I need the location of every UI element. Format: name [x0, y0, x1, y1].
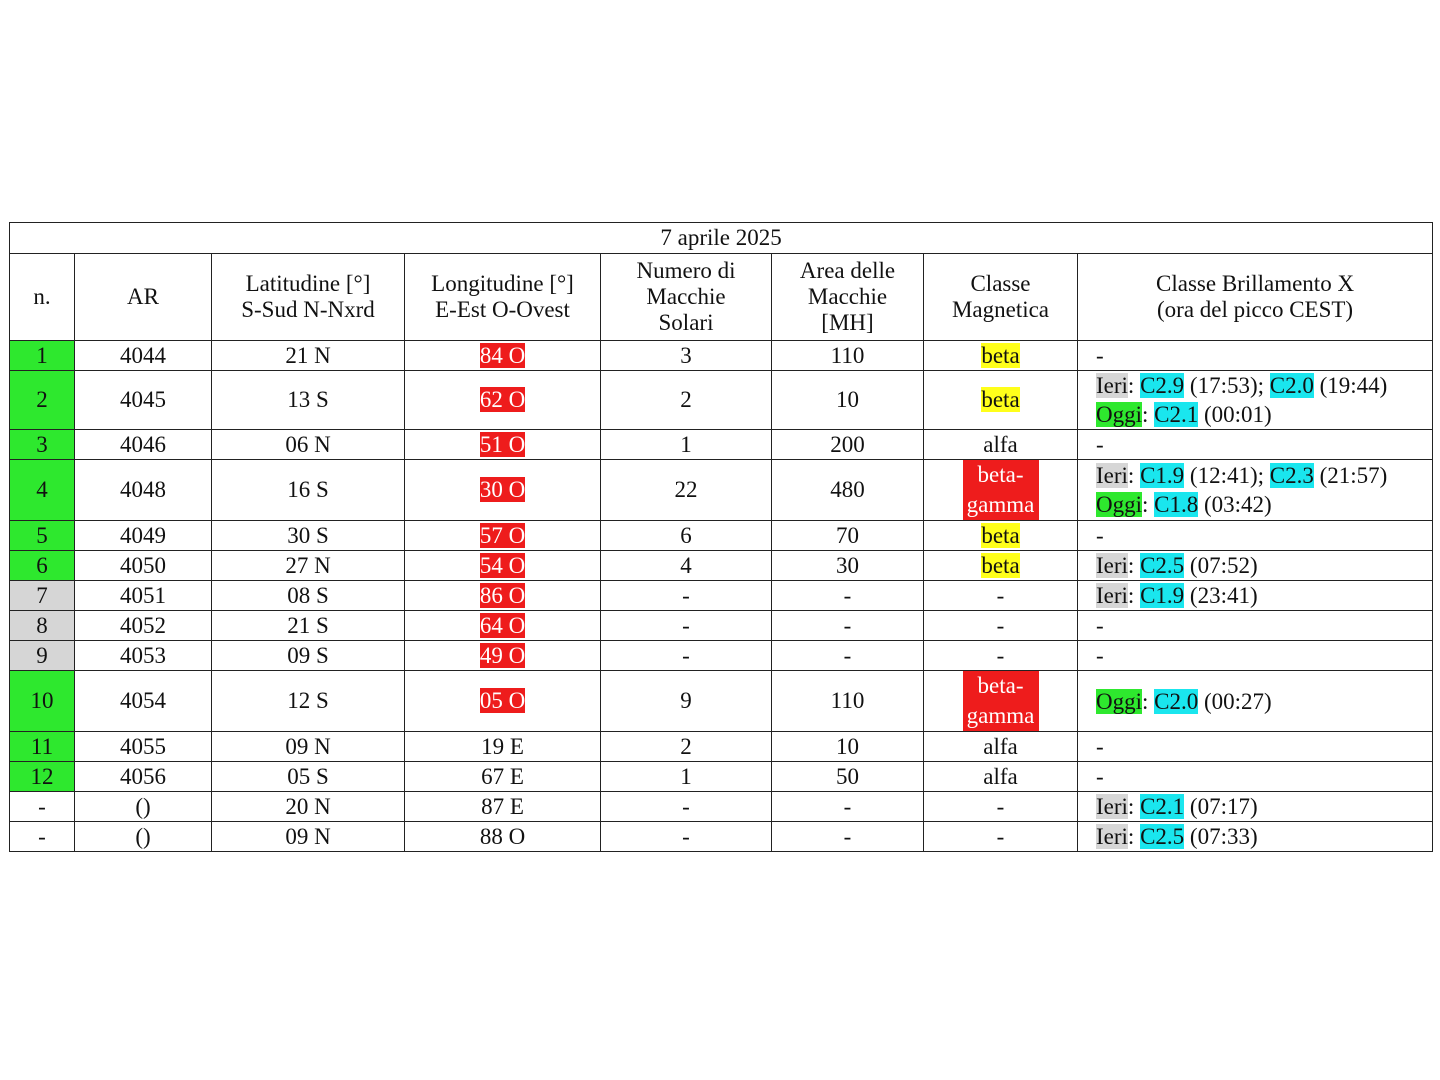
row-number-cell: 1 [10, 341, 75, 371]
longitude-cell [405, 641, 601, 671]
flare-none: - [1096, 734, 1104, 759]
magnetic-class-value: - [996, 642, 1005, 668]
longitude-cell [405, 822, 601, 852]
magnetic-class-cell [924, 822, 1078, 852]
sunspot-area-cell: 110 [772, 341, 924, 371]
longitude-value: 57 O [479, 522, 526, 548]
latitude-cell: 13 S [212, 371, 405, 430]
sunspot-area-cell: 70 [772, 521, 924, 551]
active-region-cell: 4044 [75, 341, 212, 371]
longitude-value: 51 O [479, 431, 526, 457]
flare-day-label: Ieri [1096, 583, 1128, 608]
magnetic-class-value: beta [981, 522, 1020, 548]
flare-cell [1078, 341, 1433, 371]
table-row [10, 641, 1433, 671]
header-magnetic-class-line2: Magnetica [951, 297, 1050, 322]
sunspot-count-cell: - [601, 792, 772, 822]
flare-day-label: Ieri [1096, 824, 1128, 849]
flare-cell [1078, 792, 1433, 822]
header-longitude-line2: E-Est O-Ovest [435, 297, 570, 322]
table-row [10, 822, 1433, 852]
magnetic-class-cell [924, 521, 1078, 551]
header-row [10, 254, 1433, 341]
table-title: 7 aprile 2025 [10, 223, 1433, 254]
table-row [10, 611, 1433, 641]
flare-peak-time: (03:42) [1203, 492, 1272, 517]
table-row [10, 671, 1433, 732]
header-ar: AR [75, 254, 212, 341]
flare-cell [1078, 611, 1433, 641]
latitude-cell: 21 S [212, 611, 405, 641]
header-magnetic-class [924, 254, 1078, 341]
flare-cell [1078, 732, 1433, 762]
sunspot-area-cell: 480 [772, 460, 924, 521]
magnetic-class-value: alfa [983, 733, 1018, 759]
flare-class-value: C2.0 [1154, 688, 1199, 714]
flare-cell [1078, 671, 1433, 732]
magnetic-class-cell [924, 671, 1078, 732]
row-number-cell: 3 [10, 430, 75, 460]
sunspot-count-cell: 1 [601, 762, 772, 792]
flare-class-value: C2.5 [1140, 824, 1185, 849]
header-sunspot-count-line2: Macchie [646, 284, 726, 309]
table-row [10, 551, 1433, 581]
header-latitude [212, 254, 405, 341]
active-region-cell: 4055 [75, 732, 212, 762]
active-region-cell: 4048 [75, 460, 212, 521]
flare-peak-time: (21:57) [1319, 463, 1388, 488]
magnetic-class-value: alfa [983, 763, 1018, 789]
flare-class-value: C2.9 [1140, 373, 1185, 398]
table-row [10, 792, 1433, 822]
magnetic-class-value: - [996, 612, 1005, 638]
longitude-cell [405, 792, 601, 822]
table-row [10, 732, 1433, 762]
magnetic-class-cell [924, 551, 1078, 581]
longitude-cell [405, 581, 601, 611]
table-row [10, 521, 1433, 551]
magnetic-class-cell [924, 641, 1078, 671]
active-region-cell: 4046 [75, 430, 212, 460]
latitude-cell: 05 S [212, 762, 405, 792]
flare-line-oggi: Oggi: C2.0 (00:27) [1096, 688, 1272, 714]
magnetic-class-cell [924, 581, 1078, 611]
magnetic-class-value: beta [981, 342, 1020, 368]
header-sunspot-count-line3: Solari [658, 310, 714, 335]
row-number-cell: 4 [10, 460, 75, 521]
flare-class-value: C2.3 [1269, 463, 1314, 488]
active-region-cell: 4045 [75, 371, 212, 430]
longitude-cell [405, 460, 601, 521]
sunspot-area-cell: - [772, 581, 924, 611]
active-region-cell: () [75, 792, 212, 822]
latitude-cell: 16 S [212, 460, 405, 521]
longitude-value: 19 E [481, 733, 524, 759]
flare-cell [1078, 551, 1433, 581]
flare-line-ieri: Ieri: C2.9 (17:53); C2.0 (19:44) [1096, 373, 1388, 398]
longitude-value: 30 O [479, 477, 526, 502]
longitude-value: 88 O [479, 823, 526, 849]
header-sunspot-count-line1: Numero di [636, 258, 736, 283]
longitude-value: 49 O [479, 642, 526, 668]
table-body [10, 341, 1433, 852]
table-row [10, 341, 1433, 371]
latitude-cell: 09 N [212, 732, 405, 762]
flare-line-ieri: Ieri: C1.9 (23:41) [1096, 583, 1258, 608]
flare-peak-time: (07:33) [1189, 824, 1258, 849]
active-region-cell: () [75, 822, 212, 852]
flare-peak-time: (17:53) [1189, 373, 1258, 398]
header-sunspot-area-line1: Area delle [799, 258, 896, 283]
sunspot-area-cell: 10 [772, 371, 924, 430]
magnetic-class-value: - [996, 823, 1005, 849]
latitude-cell: 08 S [212, 581, 405, 611]
magnetic-class-cell [924, 732, 1078, 762]
magnetic-class-value: beta [981, 552, 1020, 578]
magnetic-class-value: alfa [983, 431, 1018, 457]
sunspot-area-cell: 200 [772, 430, 924, 460]
flare-day-label: Ieri [1096, 794, 1128, 819]
header-sunspot-area-line3: [MH] [821, 310, 874, 335]
sunspot-area-cell: 110 [772, 671, 924, 732]
flare-class-value: C1.9 [1140, 463, 1185, 488]
active-region-cell: 4054 [75, 671, 212, 732]
flare-class-value: C2.5 [1140, 553, 1185, 578]
longitude-value: 84 O [479, 342, 526, 368]
flare-cell [1078, 762, 1433, 792]
row-number-cell: 9 [10, 641, 75, 671]
sunspot-area-cell: - [772, 792, 924, 822]
row-number-cell: 10 [10, 671, 75, 732]
flare-line-ieri: Ieri: C2.5 (07:52) [1096, 553, 1258, 578]
flare-peak-time: (07:17) [1189, 794, 1258, 819]
row-number-cell: 8 [10, 611, 75, 641]
active-region-cell: 4049 [75, 521, 212, 551]
latitude-cell: 21 N [212, 341, 405, 371]
active-region-cell: 4051 [75, 581, 212, 611]
sunspot-count-cell: 1 [601, 430, 772, 460]
longitude-cell [405, 341, 601, 371]
flare-class-value: C1.9 [1140, 583, 1185, 608]
row-number-cell: - [10, 822, 75, 852]
active-region-cell: 4050 [75, 551, 212, 581]
magnetic-class-cell [924, 460, 1078, 521]
flare-none: - [1096, 764, 1104, 789]
flare-class-value: C2.1 [1140, 794, 1185, 819]
sunspot-count-cell: - [601, 581, 772, 611]
sunspot-count-cell: 3 [601, 341, 772, 371]
header-sunspot-count [601, 254, 772, 341]
longitude-cell [405, 371, 601, 430]
table-row [10, 460, 1433, 521]
longitude-value: 05 O [479, 688, 526, 713]
title-row [10, 223, 1433, 254]
longitude-cell [405, 732, 601, 762]
header-flare-class-line2: (ora del picco CEST) [1157, 297, 1354, 322]
flare-day-label: Ieri [1096, 373, 1128, 398]
magnetic-class-value: beta-gamma [963, 460, 1039, 520]
flare-peak-time: (19:44) [1319, 373, 1388, 398]
flare-class-value: C2.0 [1269, 373, 1314, 398]
sunspot-count-cell: - [601, 641, 772, 671]
flare-cell [1078, 460, 1433, 521]
flare-day-label: Oggi [1096, 402, 1142, 427]
longitude-cell [405, 521, 601, 551]
sunspot-area-cell: 30 [772, 551, 924, 581]
flare-day-label: Ieri [1096, 463, 1128, 488]
row-number-cell: - [10, 792, 75, 822]
flare-line-ieri: Ieri: C2.1 (07:17) [1096, 794, 1258, 819]
row-number-cell: 7 [10, 581, 75, 611]
flare-line-ieri: Ieri: C2.5 (07:33) [1096, 824, 1258, 849]
table-row [10, 762, 1433, 792]
longitude-value: 86 O [479, 582, 526, 608]
sunspot-count-cell: 2 [601, 732, 772, 762]
longitude-cell [405, 762, 601, 792]
flare-line-oggi: Oggi: C1.8 (03:42) [1096, 492, 1272, 517]
flare-class-value: C1.8 [1154, 492, 1199, 517]
header-longitude-line1: Longitudine [°] [431, 271, 574, 296]
latitude-cell: 20 N [212, 792, 405, 822]
latitude-cell: 09 N [212, 822, 405, 852]
flare-peak-time: (00:27) [1203, 688, 1272, 714]
header-magnetic-class-line1: Classe [970, 271, 1031, 296]
magnetic-class-cell [924, 792, 1078, 822]
row-number-cell: 2 [10, 371, 75, 430]
header-flare-class [1078, 254, 1433, 341]
table-row [10, 371, 1433, 430]
flare-cell [1078, 581, 1433, 611]
flare-none: - [1096, 613, 1104, 638]
magnetic-class-cell [924, 341, 1078, 371]
flare-line-oggi: Oggi: C2.1 (00:01) [1096, 402, 1272, 427]
solar-regions-table [9, 222, 1433, 852]
sunspot-area-cell: 10 [772, 732, 924, 762]
latitude-cell: 09 S [212, 641, 405, 671]
magnetic-class-cell [924, 430, 1078, 460]
magnetic-class-cell [924, 611, 1078, 641]
flare-none: - [1096, 643, 1104, 668]
sunspot-count-cell: 22 [601, 460, 772, 521]
flare-day-label: Oggi [1096, 688, 1142, 714]
magnetic-class-value: beta-gamma [963, 671, 1039, 731]
row-number-cell: 6 [10, 551, 75, 581]
flare-peak-time: (07:52) [1189, 553, 1258, 578]
row-number-cell: 11 [10, 732, 75, 762]
header-latitude-line1: Latitudine [°] [245, 271, 371, 296]
longitude-cell [405, 671, 601, 732]
table-row [10, 581, 1433, 611]
header-n: n. [10, 254, 75, 341]
sunspot-count-cell: 6 [601, 521, 772, 551]
latitude-cell: 06 N [212, 430, 405, 460]
flare-cell [1078, 430, 1433, 460]
active-region-cell: 4052 [75, 611, 212, 641]
magnetic-class-cell [924, 762, 1078, 792]
latitude-cell: 27 N [212, 551, 405, 581]
flare-cell [1078, 641, 1433, 671]
sunspot-area-cell: - [772, 822, 924, 852]
header-longitude [405, 254, 601, 341]
longitude-value: 64 O [479, 612, 526, 638]
longitude-value: 67 E [481, 763, 524, 789]
latitude-cell: 30 S [212, 521, 405, 551]
sunspot-count-cell: - [601, 822, 772, 852]
sunspot-count-cell: 4 [601, 551, 772, 581]
sunspot-count-cell: 9 [601, 671, 772, 732]
longitude-value: 62 O [479, 387, 526, 412]
sunspot-count-cell: - [601, 611, 772, 641]
flare-none: - [1096, 343, 1104, 368]
flare-day-label: Ieri [1096, 553, 1128, 578]
longitude-value: 54 O [479, 552, 526, 578]
solar-regions-table-container [9, 222, 1432, 852]
row-number-cell: 5 [10, 521, 75, 551]
row-number-cell: 12 [10, 762, 75, 792]
flare-peak-time: (12:41) [1189, 463, 1258, 488]
flare-line-ieri: Ieri: C1.9 (12:41); C2.3 (21:57) [1096, 463, 1388, 488]
flare-cell [1078, 371, 1433, 430]
header-latitude-line2: S-Sud N-Nxrd [241, 297, 375, 322]
flare-day-label: Oggi [1096, 492, 1142, 517]
magnetic-class-value: beta [981, 387, 1020, 412]
flare-none: - [1096, 432, 1104, 457]
flare-class-value: C2.1 [1154, 402, 1199, 427]
active-region-cell: 4053 [75, 641, 212, 671]
magnetic-class-value: - [996, 793, 1005, 819]
sunspot-area-cell: - [772, 611, 924, 641]
table-row [10, 430, 1433, 460]
sunspot-area-cell: 50 [772, 762, 924, 792]
sunspot-area-cell: - [772, 641, 924, 671]
flare-peak-time: (23:41) [1189, 583, 1258, 608]
longitude-cell [405, 611, 601, 641]
longitude-value: 87 E [481, 793, 524, 819]
longitude-cell [405, 551, 601, 581]
active-region-cell: 4056 [75, 762, 212, 792]
flare-peak-time: (00:01) [1203, 402, 1272, 427]
magnetic-class-cell [924, 371, 1078, 430]
header-sunspot-area [772, 254, 924, 341]
header-sunspot-area-line2: Macchie [807, 284, 888, 309]
sunspot-count-cell: 2 [601, 371, 772, 430]
flare-cell [1078, 822, 1433, 852]
longitude-cell [405, 430, 601, 460]
header-flare-class-line1: Classe Brillamento X [1156, 271, 1355, 296]
flare-none: - [1096, 523, 1104, 548]
magnetic-class-value: - [996, 582, 1005, 608]
flare-cell [1078, 521, 1433, 551]
latitude-cell: 12 S [212, 671, 405, 732]
